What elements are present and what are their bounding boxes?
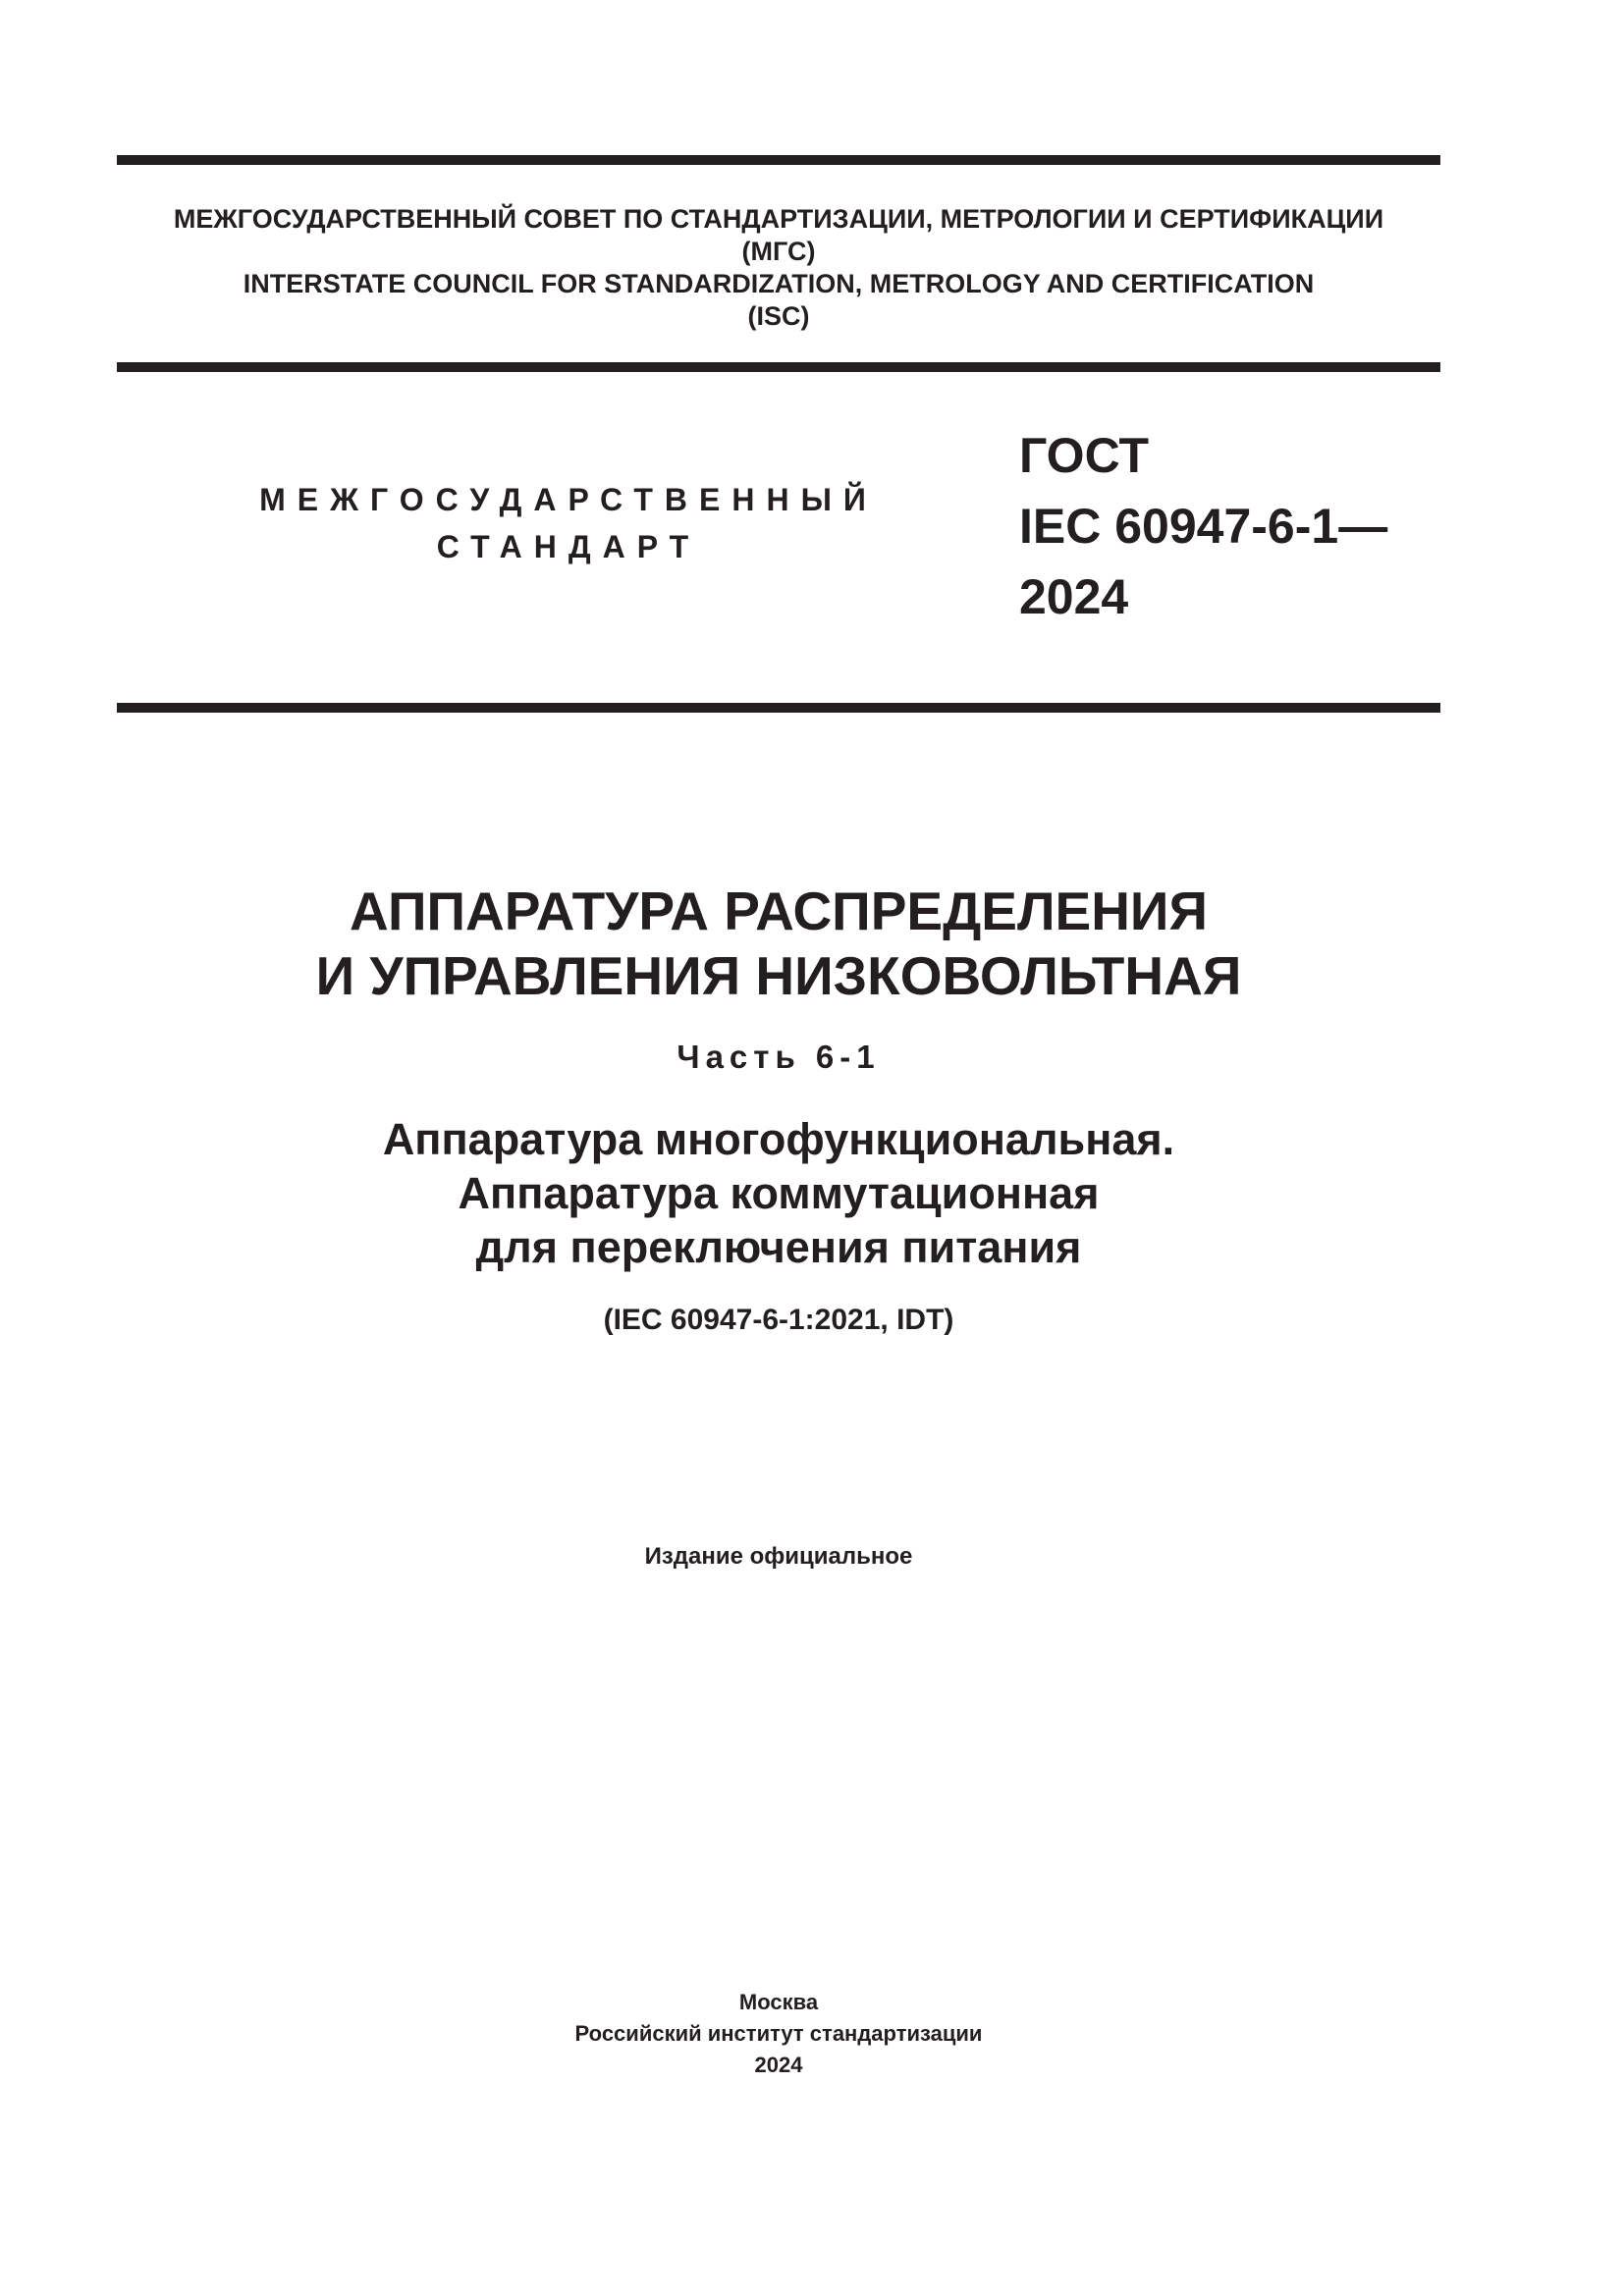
edition-label: Издание официальное xyxy=(644,1543,913,1570)
council-name-en: INTERSTATE COUNCIL FOR STANDARDIZATION, METROLOGY AND CERTIFICATION xyxy=(243,269,1315,298)
top-divider xyxy=(117,155,1440,165)
title-line-2: И УПРАВЛЕНИЯ НИЗКОВОЛЬТНАЯ xyxy=(315,945,1242,1006)
standard-kind-line-2: СТАНДАРТ xyxy=(436,529,701,564)
designation-line-3: 2024 xyxy=(1019,569,1129,624)
standard-kind-line-1: МЕЖГОСУДАРСТВЕННЫЙ xyxy=(259,482,878,517)
standard-kind xyxy=(215,476,922,570)
header-divider xyxy=(117,703,1440,713)
imprint xyxy=(117,1987,1440,2081)
imprint-publisher: Российский институт стандартизации xyxy=(574,2021,983,2046)
document-subtitle xyxy=(117,1112,1440,1274)
designation-line-1: ГОСТ xyxy=(1019,428,1149,483)
subtitle-line-2: Аппаратура коммутационная xyxy=(458,1168,1100,1218)
part-number: Часть 6-1 xyxy=(677,1039,881,1075)
title-line-1: АППАРАТУРА РАСПРЕДЕЛЕНИЯ xyxy=(349,881,1208,941)
standard-designation xyxy=(1019,420,1387,632)
council-abbr-ru: (МГС) xyxy=(741,237,816,266)
imprint-year: 2024 xyxy=(754,2053,803,2077)
council-name-ru: МЕЖГОСУДАРСТВЕННЫЙ СОВЕТ ПО СТАНДАРТИЗАЦИИ, МЕТРОЛОГИИ И СЕРТИФИКАЦИИ xyxy=(173,204,1384,234)
council-abbr-en: (ISC) xyxy=(747,301,810,331)
subtitle-line-3: для переключения питания xyxy=(475,1222,1082,1272)
designation-line-2: IEC 60947-6-1— xyxy=(1019,499,1388,554)
identical-standard-reference: (IEC 60947-6-1:2021, IDT) xyxy=(603,1304,954,1336)
imprint-city: Москва xyxy=(738,1990,819,2014)
council-divider xyxy=(117,362,1440,372)
subtitle-line-1: Аппаратура многофункциональная. xyxy=(382,1114,1175,1164)
council-header xyxy=(117,203,1440,333)
document-title xyxy=(117,879,1440,1008)
title-block xyxy=(117,879,1440,1339)
